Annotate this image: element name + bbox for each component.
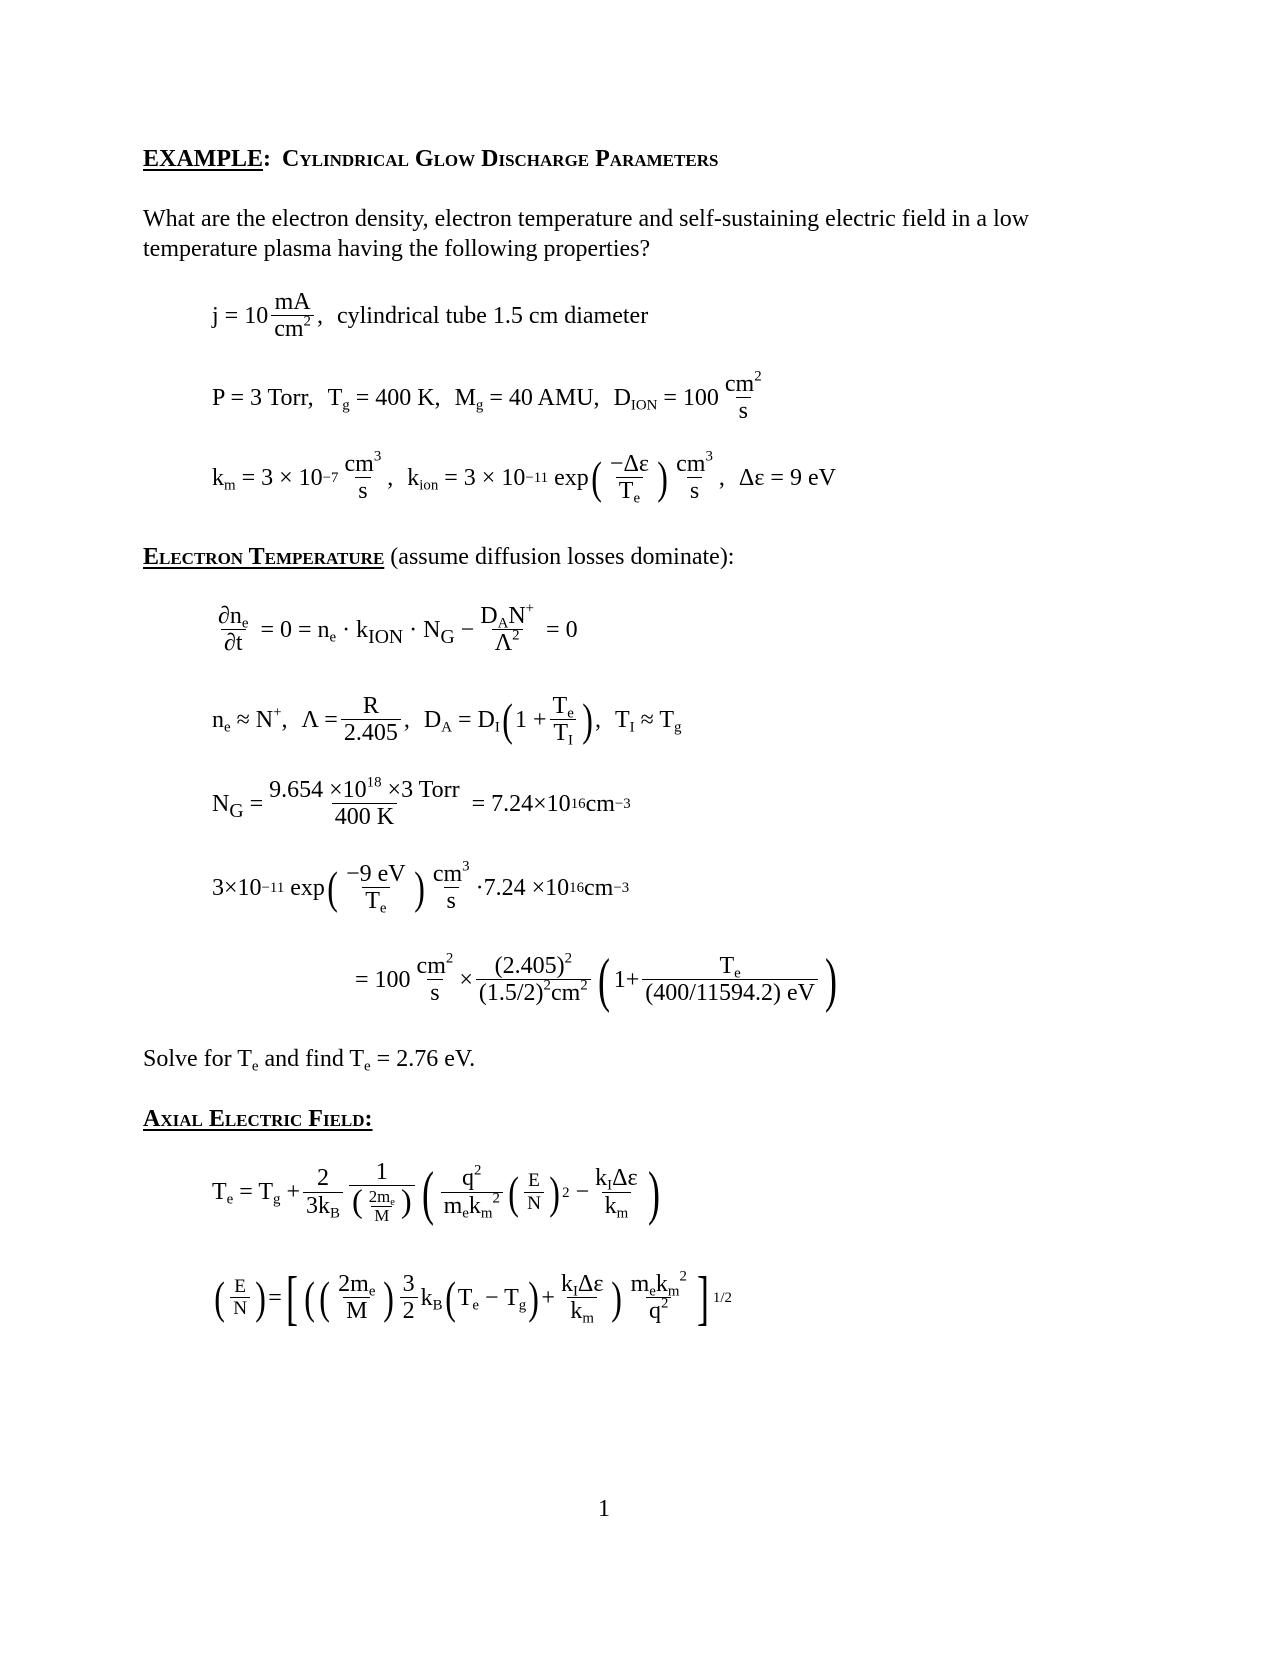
ratio-den-unit: cm	[550, 979, 581, 1006]
km-coef: = 3 × 10	[241, 464, 323, 491]
ng-num-tail: ×3 Torr	[387, 777, 460, 803]
tube-description: cylindrical tube 1.5 cm diameter	[336, 302, 649, 329]
energy-balance-equation: $T_e = T_g$ + $\frac{2}{3k_B}$ 1 ( $\frac{2m_e}{M}$ ) ( $\frac{q^2}{m_ek_m^2}$ ( $\frac{E}{N}$ ) 2 − $\frac{k_I\Delta\varepsilon}{k_m}$ )	[212, 1159, 660, 1226]
given-current-density: j = 10 $\frac{mA}{cm^2}$ , cylindrical tube 1.5 cm diameter	[212, 289, 649, 343]
energy-threshold: Δε = 9 eV	[738, 464, 836, 491]
balance-coef: 3×10	[212, 874, 262, 901]
ng-den: 400 K	[332, 803, 397, 830]
j-fraction: $\frac{mA}{cm^2}$	[271, 290, 314, 343]
ng-unit: cm	[585, 790, 615, 817]
solution-a: Solve for T	[143, 1046, 252, 1072]
pressure: P = 3 Torr,	[212, 384, 314, 411]
title-subtitle: Cylindrical Glow Discharge Parameters	[282, 146, 719, 172]
title-colon: :	[263, 146, 271, 172]
j-den: cm	[274, 316, 304, 343]
ng-num-exp: 18	[366, 774, 382, 791]
ng-fraction	[266, 774, 463, 831]
balance-tail: ·7.24 ×10	[475, 874, 570, 901]
section-te-heading: Electron Temperature	[143, 544, 385, 570]
section-te-note: (assume diffusion losses dominate):	[384, 544, 735, 570]
solution-b: and find T	[258, 1046, 365, 1072]
kion-coef: = 3 × 10	[444, 464, 526, 491]
balance-rhs: = 100 $\frac{cm^2}{s}$ × $\frac{(2.405)^2}{(1.5/2)^2cm^2}$ ( 1+ $\frac{T_e}{(400/11594.2) eV}$ )	[355, 947, 837, 1013]
given-rate-constants: $k_m$ = 3 × 10 −7 $\frac{cm^3}{s}$ , $k_{ion}$ = 3 × 10 −11 exp ( $\frac{-\Delta\varepsilon}{T_e}$ ) $\frac{cm^3}{s}$ , Δε = 9 eV	[212, 448, 836, 507]
balance-exp-num: −9 eV	[346, 861, 406, 887]
field-solution-equation: ( $\frac{E}{N}$ ) = [ ( ( $\frac{2m_e}{M}$ ) $\frac{3}{2}$ $k_B$ ( $T_e - T_g$ ) + $\frac{k_I\Delta\varepsilon}{k_m}$ ) $\frac{m_ek_m^2}{q^2}$ ] 1/2	[214, 1265, 732, 1331]
km-units: $\frac{cm^3}{s}$	[344, 448, 382, 505]
document-title	[143, 146, 718, 173]
ng-result: = 7.24×10	[471, 790, 571, 817]
continuity-equation: $\frac{\partial n_e}{\partial t}$ = $0 = n_e \cdot k_{ION} \cdot N_G$ − $\frac{D_AN^+}{\Lambda^2}$ = 0	[218, 600, 578, 657]
section-axial-field	[143, 1104, 373, 1135]
intro-line-1: What are the electron density, electron temperature and self-sustaining electric field in a low	[143, 206, 1030, 232]
gas-temperature: = 400 K,	[355, 384, 441, 411]
gas-mass: = 40 AMU,	[489, 384, 600, 411]
section-electron-temperature	[143, 542, 734, 573]
solution-c: = 2.76 eV.	[370, 1046, 476, 1072]
title-prefix: EXAMPLE	[143, 146, 263, 172]
intro-line-2: temperature plasma having the following properties?	[143, 236, 651, 262]
dion-units: $\frac{cm^2}{s}$	[724, 368, 762, 425]
dion-num: cm	[724, 371, 755, 397]
ratio-den: (1.5/2)	[478, 979, 544, 1006]
ratio-num: (2.405)	[494, 952, 565, 979]
exp-word: exp	[554, 464, 589, 491]
given-gas-properties: P = 3 Torr, $T_g$ = 400 K, $M_g$ = 40 AMU, $D_{ION}$ = 100 $\frac{cm^2}{s}$	[212, 372, 768, 425]
balance-rhs-value: = 100	[355, 966, 411, 993]
page-number: 1	[598, 1496, 610, 1522]
geometry-ratio: $\frac{(2.405)^2}{(1.5/2)^2cm^2}$	[476, 954, 591, 1007]
balance-tail-unit: cm	[584, 874, 614, 901]
diffusion-relations: $n_e \approx N^+$, Λ = $\frac{R}{2.405}$ , $D_A = D_I$ ( 1 + $\frac{T_e}{T_I}$ ) , $T_I \approx T_g$	[212, 693, 682, 749]
ion-diffusion: = 100	[663, 384, 719, 411]
ng-num: 9.654 ×10	[269, 777, 367, 803]
section-field-heading: Axial Electric Field:	[143, 1106, 373, 1132]
te-den: (400/11594.2) eV	[642, 979, 818, 1006]
solution-statement: Solve for $T_e$ and find $T_e = 2.76$ eV.	[143, 1046, 476, 1075]
j-num: mA	[274, 289, 311, 315]
j-lhs: j = 10	[212, 302, 269, 329]
balance-exp: exp	[290, 874, 325, 901]
dion-den: s	[736, 397, 751, 424]
ng-calculation: $N_G$ = $\frac{9.654 \times 10^{18} \times 3 Torr}{400 K}$ = 7.24×10 16 cm −3	[212, 774, 631, 831]
balance-lhs: 3×10 −11 exp ( $\frac{-9 eV}{T_e}$ ) $\frac{cm^3}{s}$ ·7.24 ×10 16 cm −3	[212, 858, 630, 917]
